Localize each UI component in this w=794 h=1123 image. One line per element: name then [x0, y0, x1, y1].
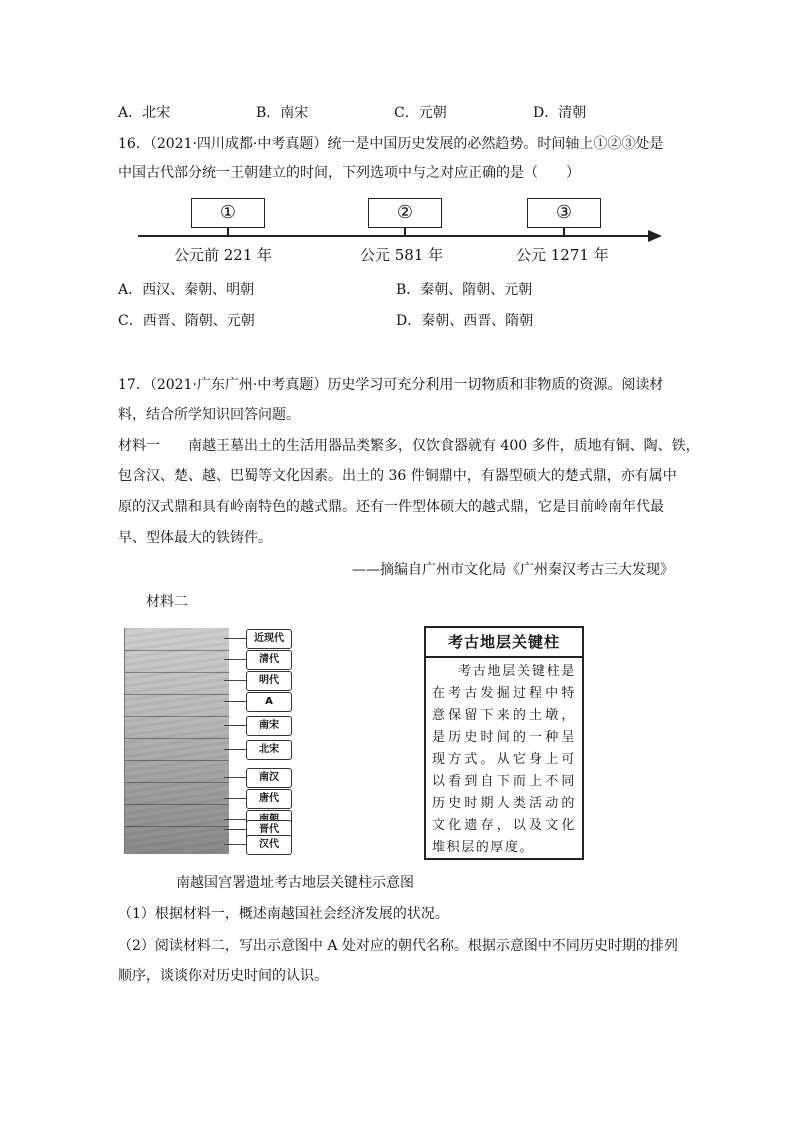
q16-option-c: C．西晋、隋朝、元朝: [118, 313, 255, 329]
material1-source: ——摘编自广州市文化局《广州秦汉考古三大发现》: [352, 562, 674, 578]
strata-label-ming: 明代: [246, 671, 292, 691]
timeline-axis: [138, 235, 650, 237]
q16-timeline: [138, 196, 668, 272]
q16-option-b: B．秦朝、隋朝、元朝: [396, 282, 533, 298]
material1-line2: 包含汉、楚、越、巴蜀等文化因素。出土的 36 件铜鼎中，有器型硕大的楚式鼎，亦有属中: [118, 468, 677, 484]
q15-option-d: D．清朝: [533, 105, 587, 121]
timeline-year-3: 公元 1271 年: [516, 246, 609, 264]
material1-line4: 早、型体最大的铁铸件。: [118, 530, 272, 546]
material2-label: 材料二: [146, 594, 188, 610]
q16-option-a: A．西汉、秦朝、明朝: [118, 282, 255, 298]
strata-label-tang: 唐代: [246, 789, 292, 809]
strata-label-a: A: [246, 692, 292, 712]
timeline-arrow-icon: [648, 230, 662, 242]
strata-diagram: [124, 628, 296, 854]
q17-stem-line2: 料，结合所学知识回答问题。: [118, 407, 300, 423]
strata-label-southern-han: 南汉: [246, 768, 292, 788]
strata-label-han: 汉代: [246, 835, 292, 855]
material1-line3: 原的汉式鼎和具有岭南特色的越式鼎。还有一件型体硕大的越式鼎，它是目前岭南年代最: [118, 499, 664, 515]
q16-stem-line2: 中国古代部分统一王朝建立的时间，下列选项中与之对应正确的是（ ）: [118, 165, 580, 181]
timeline-box-1: ①: [191, 198, 265, 228]
strata-label-jin: 晋代: [246, 820, 292, 840]
timeline-tick-3: [563, 227, 565, 235]
q15-option-b: B．南宋: [256, 105, 309, 121]
timeline-tick-2: [404, 227, 406, 235]
material1-line1: 材料一 南越王墓出土的生活用器品类繁多，仅饮食器就有 400 多件，质地有铜、陶、铁，: [118, 438, 700, 454]
strata-label-northern-song: 北宋: [246, 740, 292, 760]
q15-option-c: C．元朝: [394, 105, 447, 121]
q17-sub1: （1）根据材料一，概述南越国社会经济发展的状况。: [118, 906, 449, 922]
timeline-box-3: ③: [527, 198, 601, 228]
strata-label-modern: 近现代: [246, 629, 292, 649]
q15-option-a: A．北宋: [118, 105, 171, 121]
timeline-tick-1: [227, 227, 229, 235]
strata-label-southern-song: 南宋: [246, 716, 292, 736]
timeline-year-2: 公元 581 年: [360, 246, 444, 264]
q16-option-d: D．秦朝、西晋、隋朝: [396, 313, 534, 329]
key-pillar-text: 考古地层关键柱是在考古发掘过程中特意保留下来的土墩，是历史时间的一种呈现方式。从它身上可以看到自下而上不同历史时期人类活动的文化遗存，以及文化堆积层的厚度。: [432, 664, 576, 855]
q17-stem-line1: 17．（2021·广东广州·中考真题）历史学习可充分利用一切物质和非物质的资源。阅读材: [118, 377, 664, 393]
q17-sub2-line1: （2）阅读材料二，写出示意图中 A 处对应的朝代名称。根据示意图中不同历史时期的排列: [118, 938, 678, 954]
key-pillar-title: 考古地层关键柱: [426, 628, 582, 658]
strata-label-qing: 清代: [246, 650, 292, 670]
key-pillar-box: [424, 626, 584, 860]
timeline-box-2: ②: [368, 198, 442, 228]
q17-sub2-line2: 顺序，谈谈你对历史时间的认识。: [118, 968, 328, 984]
q16-stem-line1: 16．（2021·四川成都·中考真题）统一是中国历史发展的必然趋势。时间轴上①②③处是: [118, 136, 664, 152]
timeline-year-1: 公元前 221 年: [174, 246, 273, 264]
strata-column-image: [124, 628, 229, 854]
diagram-caption: 南越国宫署遗址考古地层关键柱示意图: [176, 875, 414, 891]
